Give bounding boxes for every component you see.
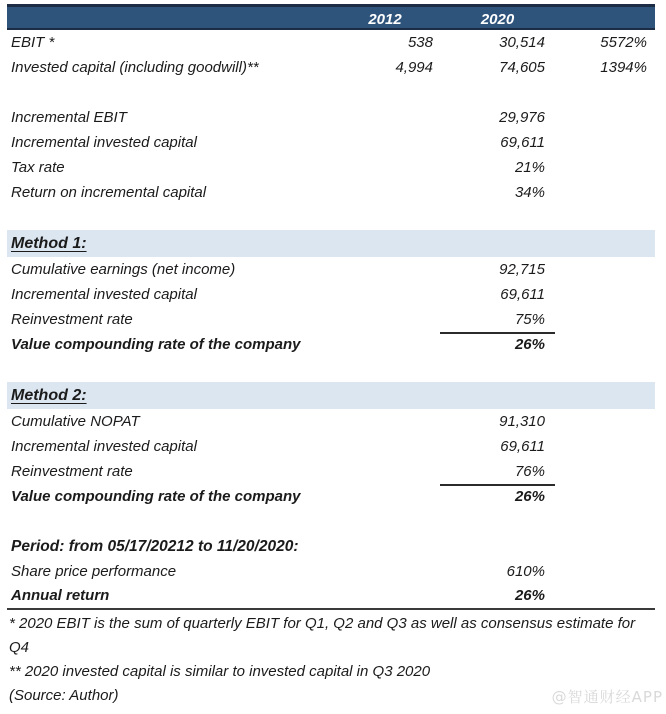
spacer <box>7 357 655 382</box>
period-title: Period: from 05/17/20212 to 11/20/2020: <box>11 538 299 555</box>
row-ebit <box>7 30 655 55</box>
row-cumulative-nopat <box>7 409 655 434</box>
row-label: Value compounding rate of the company <box>11 336 301 353</box>
row-label: Incremental invested capital <box>11 286 197 303</box>
spacer <box>7 509 655 534</box>
value-2020: 75% <box>440 307 555 334</box>
footnote-invested-capital: ** 2020 invested capital is similar to invested capital in Q3 2020 <box>9 663 431 680</box>
row-label: Return on incremental capital <box>11 184 207 201</box>
col-header-2012: 2012 <box>368 11 402 28</box>
row-label: Reinvestment rate <box>11 463 133 480</box>
value-2020: 30,514 <box>499 34 545 51</box>
value-2020: 91,310 <box>499 413 545 430</box>
value-2020: 74,605 <box>499 59 545 76</box>
value-2020: 29,976 <box>499 109 545 126</box>
value-2012: 4,994 <box>395 59 433 76</box>
row-label: Incremental EBIT <box>11 109 127 126</box>
row-label: EBIT * <box>11 34 55 51</box>
row-label: Reinvestment rate <box>11 311 133 328</box>
row-incremental-invested-capital-m1 <box>7 282 655 307</box>
watermark: @智通财经APP <box>551 688 663 706</box>
value: 26% <box>514 587 545 604</box>
value-pct-change: 1394% <box>600 59 647 76</box>
value-2012: 538 <box>407 34 433 51</box>
value-2020: 69,611 <box>500 438 545 455</box>
row-reinvestment-rate-m2 <box>7 459 655 484</box>
source-note: (Source: Author) <box>9 687 119 704</box>
value-2020: 34% <box>514 184 545 201</box>
footnote-ebit: * 2020 EBIT is the sum of quarterly EBIT for Q1, Q2 and Q3 as well as consensus estimate for Q4 <box>9 615 636 656</box>
row-label: Share price performance <box>11 563 177 580</box>
method2-header-band <box>7 382 655 409</box>
col-header-2020: 2020 <box>480 11 515 28</box>
value-2020: 26% <box>514 488 545 505</box>
row-reinvestment-rate-m1 <box>7 307 655 332</box>
row-label: Invested capital (including goodwill)** <box>11 59 259 76</box>
row-incremental-invested-capital-m2 <box>7 434 655 459</box>
row-label: Incremental invested capital <box>11 438 197 455</box>
value-pct-change: 5572% <box>600 34 647 51</box>
row-incremental-invested-capital <box>7 130 655 155</box>
row-value-compounding-rate-m1 <box>7 332 655 357</box>
value-2020: 26% <box>514 336 545 353</box>
data-table <box>7 4 655 708</box>
spacer <box>7 80 655 105</box>
row-cumulative-earnings <box>7 257 655 282</box>
row-return-on-incremental-capital <box>7 180 655 205</box>
value: 610% <box>506 563 545 580</box>
value-2020: 92,715 <box>499 261 545 278</box>
method2-title: Method 2: <box>11 387 87 404</box>
row-label: Cumulative earnings (net income) <box>11 261 236 278</box>
row-label: Annual return <box>11 587 110 604</box>
row-label: Cumulative NOPAT <box>11 413 140 430</box>
value-2020: 69,611 <box>500 134 545 151</box>
row-incremental-ebit <box>7 105 655 130</box>
row-label: Tax rate <box>11 159 65 176</box>
spacer <box>7 205 655 230</box>
value-2020: 69,611 <box>500 286 545 303</box>
row-label: Value compounding rate of the company <box>11 488 301 505</box>
table-header-row <box>7 4 655 30</box>
row-label: Incremental invested capital <box>11 134 197 151</box>
row-invested-capital <box>7 55 655 80</box>
method1-title: Method 1: <box>11 235 87 252</box>
method1-header-band <box>7 230 655 257</box>
value-2020: 21% <box>514 159 545 176</box>
row-value-compounding-rate-m2 <box>7 484 655 509</box>
row-tax-rate <box>7 155 655 180</box>
row-share-price-performance <box>7 559 655 584</box>
row-annual-return <box>7 584 655 610</box>
value-2020: 76% <box>440 459 555 486</box>
